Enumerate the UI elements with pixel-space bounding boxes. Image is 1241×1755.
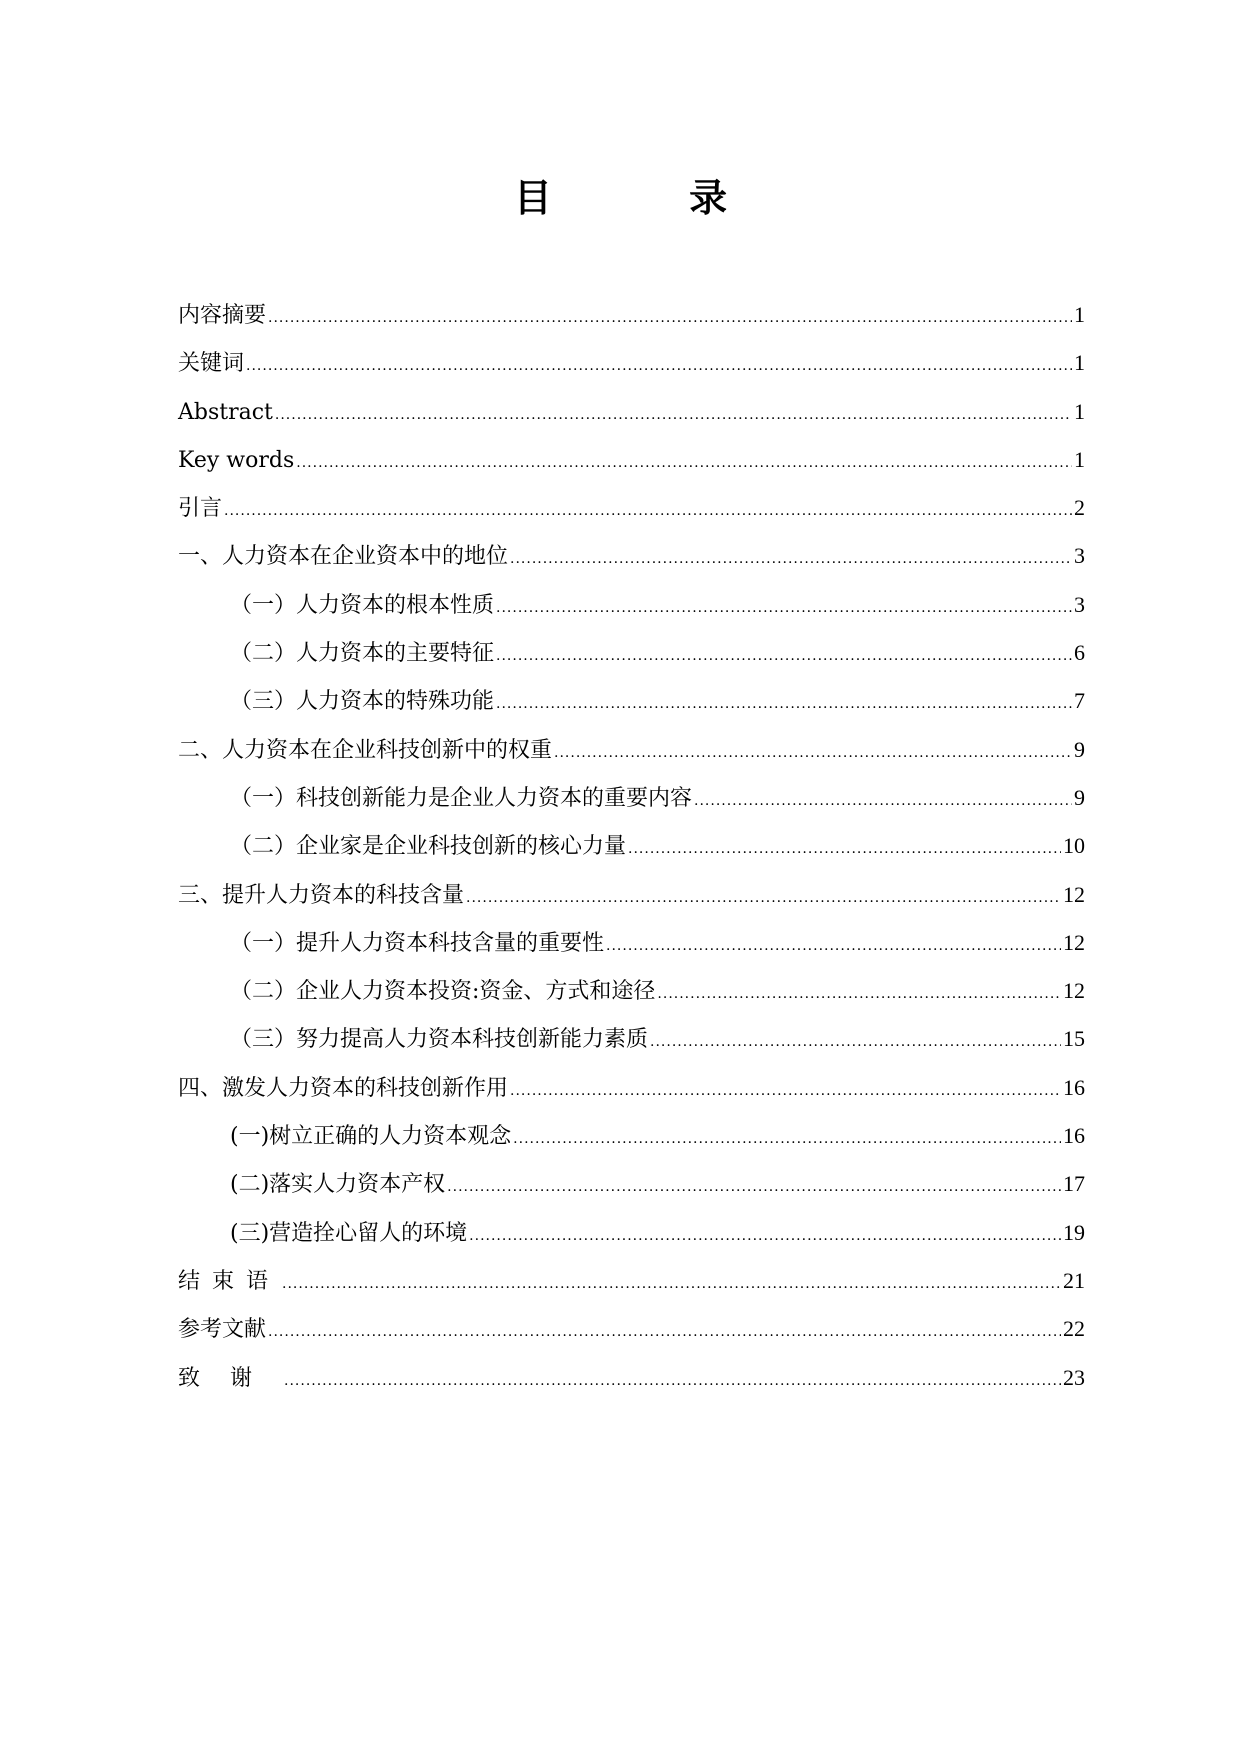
- toc-entry-page: 10: [1063, 833, 1085, 859]
- toc-entry[interactable]: [178, 677, 1085, 725]
- toc-leader: [513, 1115, 1061, 1163]
- toc-entry[interactable]: [178, 291, 1085, 339]
- toc-entry[interactable]: [178, 1209, 1085, 1257]
- toc-entry-label: （一）人力资本的根本性质: [230, 592, 495, 618]
- toc-entry-page: 16: [1063, 1074, 1085, 1100]
- toc-entry-label: 一、人力资本在企业资本中的地位: [178, 544, 509, 570]
- toc-leader: [275, 391, 1072, 439]
- toc-entry-page: 22: [1063, 1316, 1085, 1342]
- toc-entry[interactable]: [178, 339, 1085, 387]
- toc-leader: [606, 922, 1061, 970]
- toc-entry[interactable]: [178, 967, 1085, 1015]
- toc-entry[interactable]: [178, 581, 1085, 629]
- toc-entry[interactable]: [178, 1064, 1085, 1112]
- toc-entry-label: （二）企业人力资本投资:资金、方式和途径: [230, 979, 656, 1005]
- toc-leader: [268, 294, 1072, 342]
- toc-entry-page: 21: [1063, 1267, 1085, 1293]
- toc-leader: [628, 825, 1061, 873]
- toc-entry-label: （三）人力资本的特殊功能: [230, 689, 495, 715]
- toc-entry-label: 二、人力资本在企业科技创新中的权重: [178, 737, 553, 763]
- toc-entry-page: 3: [1074, 543, 1085, 569]
- toc-entry[interactable]: [178, 822, 1085, 870]
- toc-entry-page: 15: [1063, 1026, 1085, 1052]
- toc-entry-label: （一）提升人力资本科技含量的重要性: [230, 930, 605, 956]
- toc-leader: [466, 874, 1061, 922]
- toc-list: [178, 291, 1085, 1402]
- toc-leader: [496, 680, 1072, 728]
- toc-leader: [496, 632, 1072, 680]
- toc-entry-page: 19: [1063, 1219, 1085, 1245]
- toc-leader: [296, 439, 1072, 487]
- toc-entry-label: (三)营造拴心留人的环境: [230, 1220, 468, 1246]
- toc-entry-label: (一)树立正确的人力资本观念: [230, 1124, 512, 1150]
- toc-entry-label: 结束语: [178, 1268, 281, 1294]
- toc-leader: [284, 1357, 1061, 1405]
- toc-entry-label: 致谢: [178, 1365, 283, 1391]
- toc-leader: [282, 1260, 1061, 1308]
- toc-leader: [268, 1308, 1061, 1356]
- toc-title: 目 录: [513, 175, 790, 220]
- toc-entry-label: 三、提升人力资本的科技含量: [178, 882, 465, 908]
- toc-entry-label: （一）科技创新能力是企业人力资本的重要内容: [230, 785, 693, 811]
- toc-leader: [650, 1018, 1061, 1066]
- toc-entry[interactable]: [178, 1015, 1085, 1063]
- toc-entry[interactable]: [178, 484, 1085, 532]
- toc-entry-label: Key words: [178, 447, 295, 473]
- toc-entry[interactable]: [178, 629, 1085, 677]
- toc-leader: [510, 1067, 1061, 1115]
- toc-leader: [694, 777, 1072, 825]
- toc-entry[interactable]: [178, 726, 1085, 774]
- toc-entry-label: 内容摘要: [178, 303, 267, 328]
- toc-leader: [469, 1212, 1061, 1260]
- toc-entry-page: 12: [1063, 978, 1085, 1004]
- toc-entry-page: 1: [1074, 350, 1085, 376]
- toc-entry[interactable]: [178, 388, 1085, 436]
- toc-entry-page: 1: [1074, 398, 1085, 424]
- toc-leader: [554, 729, 1072, 777]
- toc-leader: [510, 535, 1072, 583]
- toc-entry[interactable]: [178, 436, 1085, 484]
- toc-entry-page: 1: [1074, 302, 1085, 327]
- toc-entry[interactable]: [178, 919, 1085, 967]
- toc-entry[interactable]: [178, 1305, 1085, 1353]
- toc-entry-label: (二)落实人力资本产权: [230, 1172, 446, 1198]
- toc-entry-page: 9: [1074, 784, 1085, 810]
- toc-entry-page: 7: [1074, 688, 1085, 714]
- toc-entry-label: 引言: [178, 496, 223, 522]
- toc-entry-page: 9: [1074, 736, 1085, 762]
- toc-leader: [447, 1163, 1061, 1211]
- toc-entry[interactable]: [178, 1112, 1085, 1160]
- toc-entry-label: 参考文献: [178, 1317, 267, 1343]
- toc-entry-page: 1: [1074, 446, 1085, 472]
- toc-entry-page: 12: [1063, 881, 1085, 907]
- toc-entry-page: 23: [1063, 1364, 1085, 1390]
- toc-entry-page: 17: [1063, 1171, 1085, 1197]
- toc-entry-page: 12: [1063, 929, 1085, 955]
- toc-entry[interactable]: [178, 1160, 1085, 1208]
- toc-entry[interactable]: [178, 1354, 1085, 1402]
- toc-entry[interactable]: [178, 1257, 1085, 1305]
- toc-entry-page: 6: [1074, 640, 1085, 666]
- toc-leader: [224, 487, 1072, 535]
- toc-entry[interactable]: [178, 532, 1085, 580]
- toc-entry[interactable]: [178, 774, 1085, 822]
- toc-entry-label: Abstract: [178, 399, 273, 425]
- toc-entry-label: 四、激发人力资本的科技创新作用: [178, 1075, 509, 1101]
- toc-entry-label: 关键词: [178, 351, 245, 377]
- toc-entry[interactable]: [178, 871, 1085, 919]
- toc-entry-label: （三）努力提高人力资本科技创新能力素质: [230, 1027, 649, 1053]
- toc-entry-page: 16: [1063, 1123, 1085, 1149]
- toc-entry-page: 2: [1074, 495, 1085, 521]
- toc-leader: [246, 342, 1072, 390]
- toc-entry-label: （二）人力资本的主要特征: [230, 641, 495, 667]
- toc-entry-label: （二）企业家是企业科技创新的核心力量: [230, 834, 627, 860]
- toc-leader: [496, 584, 1072, 632]
- toc-entry-page: 3: [1074, 591, 1085, 617]
- toc-leader: [657, 970, 1061, 1018]
